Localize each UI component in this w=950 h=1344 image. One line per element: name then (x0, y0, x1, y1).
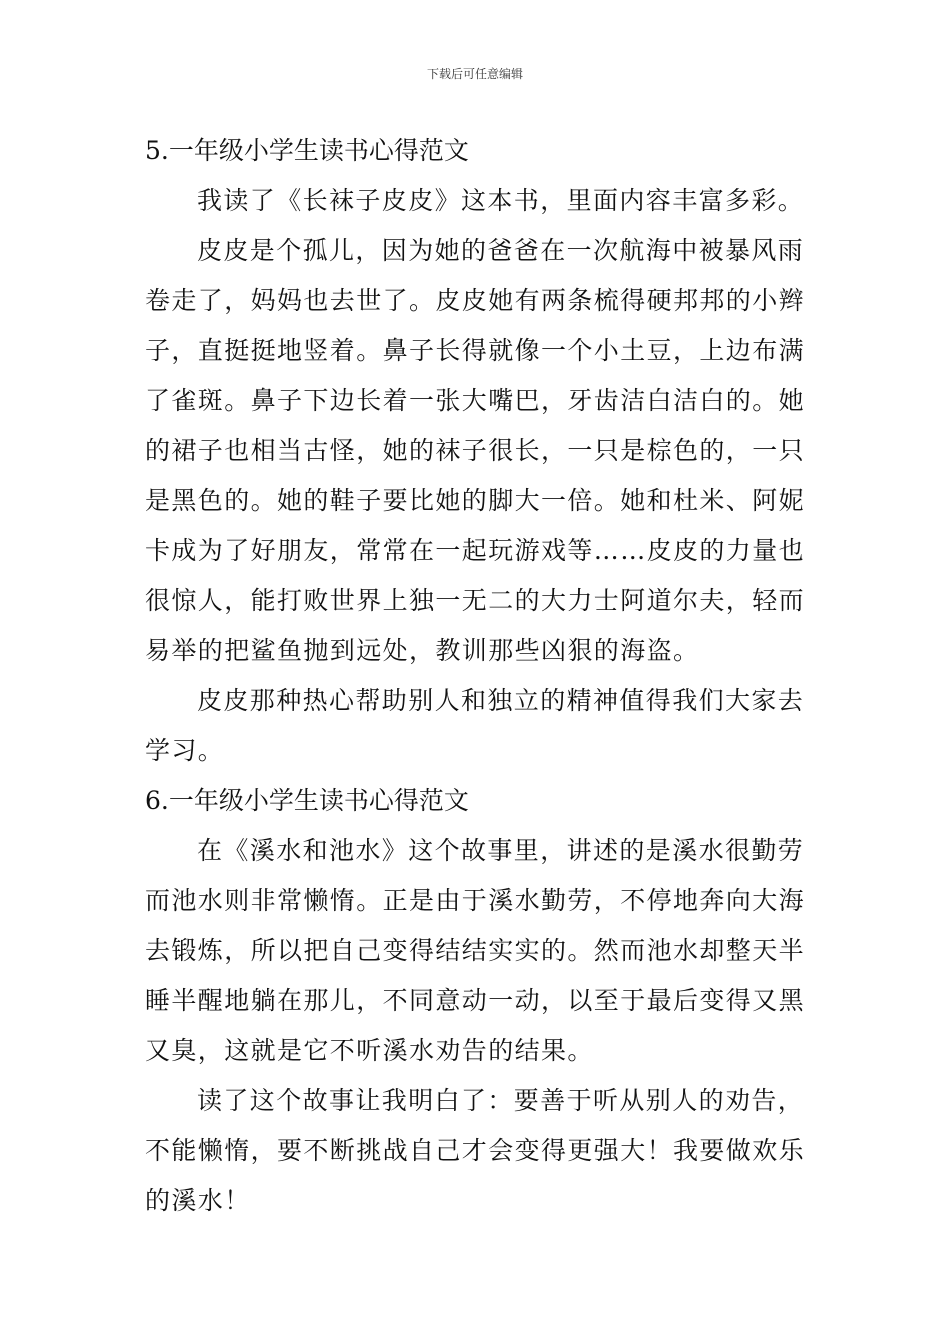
section-heading-6: 6.一年级小学生读书心得范文 (145, 786, 469, 815)
paragraph: 在《溪水和池水》这个故事里，讲述的是溪水很勤劳而池水则非常懒惰。正是由于溪水勤劳，不停地奔向大海去锻炼，所以把自己变得结结实实的。然而池水却整天半睡半醒地躺在那儿，不同意动一动，以至于最后变得又黑又臭，这就是它不听溪水劝告的结果。 (145, 836, 806, 1065)
section-heading-5: 5.一年级小学生读书心得范文 (145, 136, 469, 165)
paragraph: 皮皮是个孤儿，因为她的爸爸在一次航海中被暴风雨卷走了，妈妈也去世了。皮皮她有两条梳得硬邦邦的小辫子，直挺挺地竖着。鼻子长得就像一个小土豆，上边布满了雀斑。鼻子下边长着一张大嘴巴，牙齿洁白洁白的。她的裙子也相当古怪，她的袜子很长，一只是棕色的，一只是黑色的。她的鞋子要比她的脚大一倍。她和杜米、阿妮卡成为了好朋友，常常在一起玩游戏等……皮皮的力量也很惊人，能打败世界上独一无二的大力士阿道尔夫，轻而易举的把鲨鱼抛到远处，教训那些凶狠的海盗。 (145, 236, 806, 665)
document-body (145, 126, 810, 1226)
paragraph: 皮皮那种热心帮助别人和独立的精神值得我们大家去学习。 (145, 686, 805, 765)
paragraph: 读了这个故事让我明白了：要善于听从别人的劝告，不能懒惰，要不断挑战自己才会变得更强大！我要做欢乐的溪水！ (145, 1086, 806, 1215)
page-header: 下载后可任意编辑 (426, 67, 523, 81)
paragraph: 我读了《长袜子皮皮》这本书，里面内容丰富多彩。 (197, 186, 805, 215)
